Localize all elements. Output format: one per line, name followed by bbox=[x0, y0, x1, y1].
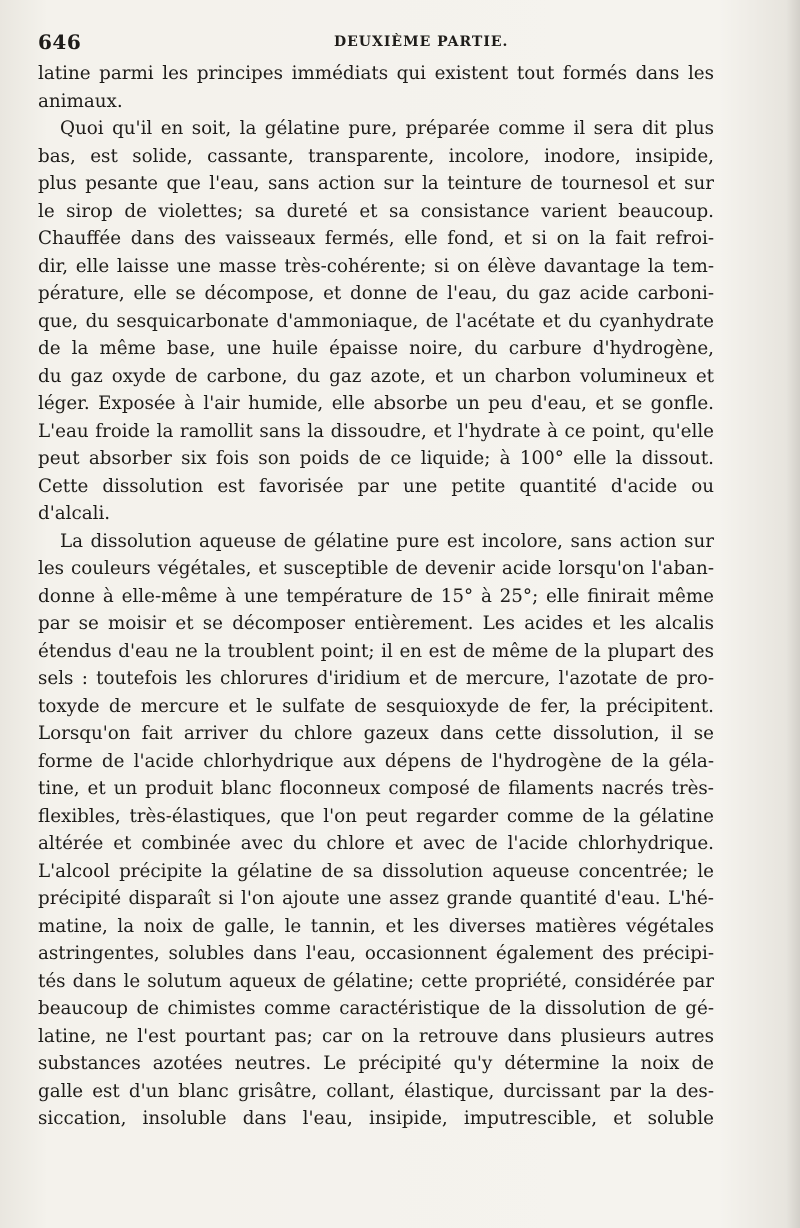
text-line: latine parmi les principes immédiats qui existent tout formés dans les bbox=[38, 63, 714, 84]
text-line: peut absorber six fois son poids de ce liquide; à 100° elle la dissout. bbox=[38, 448, 714, 469]
text-line: flexibles, très-élastiques, que l'on peut regarder comme de la gélatine bbox=[38, 805, 714, 827]
paragraph-2 bbox=[38, 115, 714, 528]
text-line: astringentes, solubles dans l'eau, occasionnent également des précipi- bbox=[38, 943, 714, 964]
text-line: le sirop de violettes; sa dureté et sa consistance varient beaucoup. bbox=[38, 200, 714, 222]
text-line: beaucoup de chimistes comme caractéristique de la dissolution de gé- bbox=[38, 998, 714, 1019]
text-line: Lorsqu'on fait arriver du chlore gazeux dans cette dissolution, il se bbox=[38, 723, 714, 744]
text-line: léger. Exposée à l'air humide, elle absorbe un peu d'eau, et se gonfle. bbox=[38, 393, 714, 414]
paragraph-3 bbox=[38, 528, 714, 1133]
text-line: altérée et combinée avec du chlore et avec de l'acide chlorhydrique. bbox=[38, 833, 714, 854]
text-line: siccation, insoluble dans l'eau, insipide, imputrescible, et soluble bbox=[38, 1108, 714, 1129]
paragraph-1 bbox=[38, 60, 714, 115]
text-line: toxyde de mercure et le sulfate de sesquioxyde de fer, la précipitent. bbox=[38, 695, 714, 717]
text-line: tés dans le solutum aqueux de gélatine; cette propriété, considérée par bbox=[38, 970, 714, 992]
text-line: du gaz oxyde de carbone, du gaz azote, et un charbon volumineux et bbox=[38, 365, 714, 387]
page-header bbox=[38, 28, 718, 58]
text-line: latine, ne l'est pourtant pas; car on la retrouve dans plusieurs autres bbox=[38, 1025, 714, 1047]
text-line: bas, est solide, cassante, transparente, incolore, inodore, insipide, bbox=[38, 145, 714, 167]
text-line: dir, elle laisse une masse très-cohérente; si on élève davantage la tem- bbox=[38, 255, 714, 277]
text-line: L'alcool précipite la gélatine de sa dissolution aqueuse concentrée; le bbox=[38, 860, 714, 882]
text-line: les couleurs végétales, et susceptible de devenir acide lorsqu'on l'aban- bbox=[38, 558, 714, 579]
text-line: forme de l'acide chlorhydrique aux dépens de l'hydrogène de la géla- bbox=[38, 750, 714, 772]
text-line: matine, la noix de galle, le tannin, et les diverses matières végétales bbox=[38, 915, 714, 937]
text-line: par se moisir et se décomposer entièrement. Les acides et les alcalis bbox=[38, 613, 714, 634]
text-line: donne à elle-même à une température de 15° à 25°; elle finirait même bbox=[38, 585, 714, 607]
text-line: tine, et un produit blanc floconneux composé de filaments nacrés très- bbox=[38, 778, 714, 799]
text-line: d'alcali. bbox=[38, 503, 111, 524]
text-line: La dissolution aqueuse de gélatine pure est incolore, sans action sur bbox=[60, 530, 714, 552]
text-line: Quoi qu'il en soit, la gélatine pure, préparée comme il sera dit plus bbox=[60, 118, 714, 139]
text-line: de la même base, une huile épaisse noire, du carbure d'hydrogène, bbox=[38, 338, 714, 359]
text-line: sels : toutefois les chlorures d'iridium et de mercure, l'azotate de pro- bbox=[38, 668, 714, 689]
body-text bbox=[38, 60, 714, 1133]
text-line: galle est d'un blanc grisâtre, collant, élastique, durcissant par la des- bbox=[38, 1080, 714, 1102]
page-edge-shadow bbox=[786, 0, 800, 1228]
text-line: que, du sesquicarbonate d'ammoniaque, de l'acétate et du cyanhydrate bbox=[38, 310, 714, 332]
text-line: étendus d'eau ne la troublent point; il en est de même de la plupart des bbox=[38, 640, 714, 662]
running-head: DEUXIÈME PARTIE. bbox=[334, 34, 509, 50]
text-line: L'eau froide la ramollit sans la dissoudre, et l'hydrate à ce point, qu'elle bbox=[38, 420, 714, 442]
text-line: Chauffée dans des vaisseaux fermés, elle fond, et si on la fait refroi- bbox=[38, 228, 714, 249]
text-line: pérature, elle se décompose, et donne de l'eau, du gaz acide carboni- bbox=[38, 283, 714, 304]
text-line: précipité disparaît si l'on ajoute une assez grande quantité d'eau. L'hé- bbox=[38, 888, 714, 909]
page-number: 646 bbox=[38, 30, 82, 54]
text-line: substances azotées neutres. Le précipité qu'y détermine la noix de bbox=[38, 1053, 714, 1074]
text-line: Cette dissolution est favorisée par une petite quantité d'acide ou bbox=[38, 475, 714, 497]
text-line: animaux. bbox=[38, 90, 123, 112]
text-line: plus pesante que l'eau, sans action sur la teinture de tournesol et sur bbox=[38, 173, 714, 194]
